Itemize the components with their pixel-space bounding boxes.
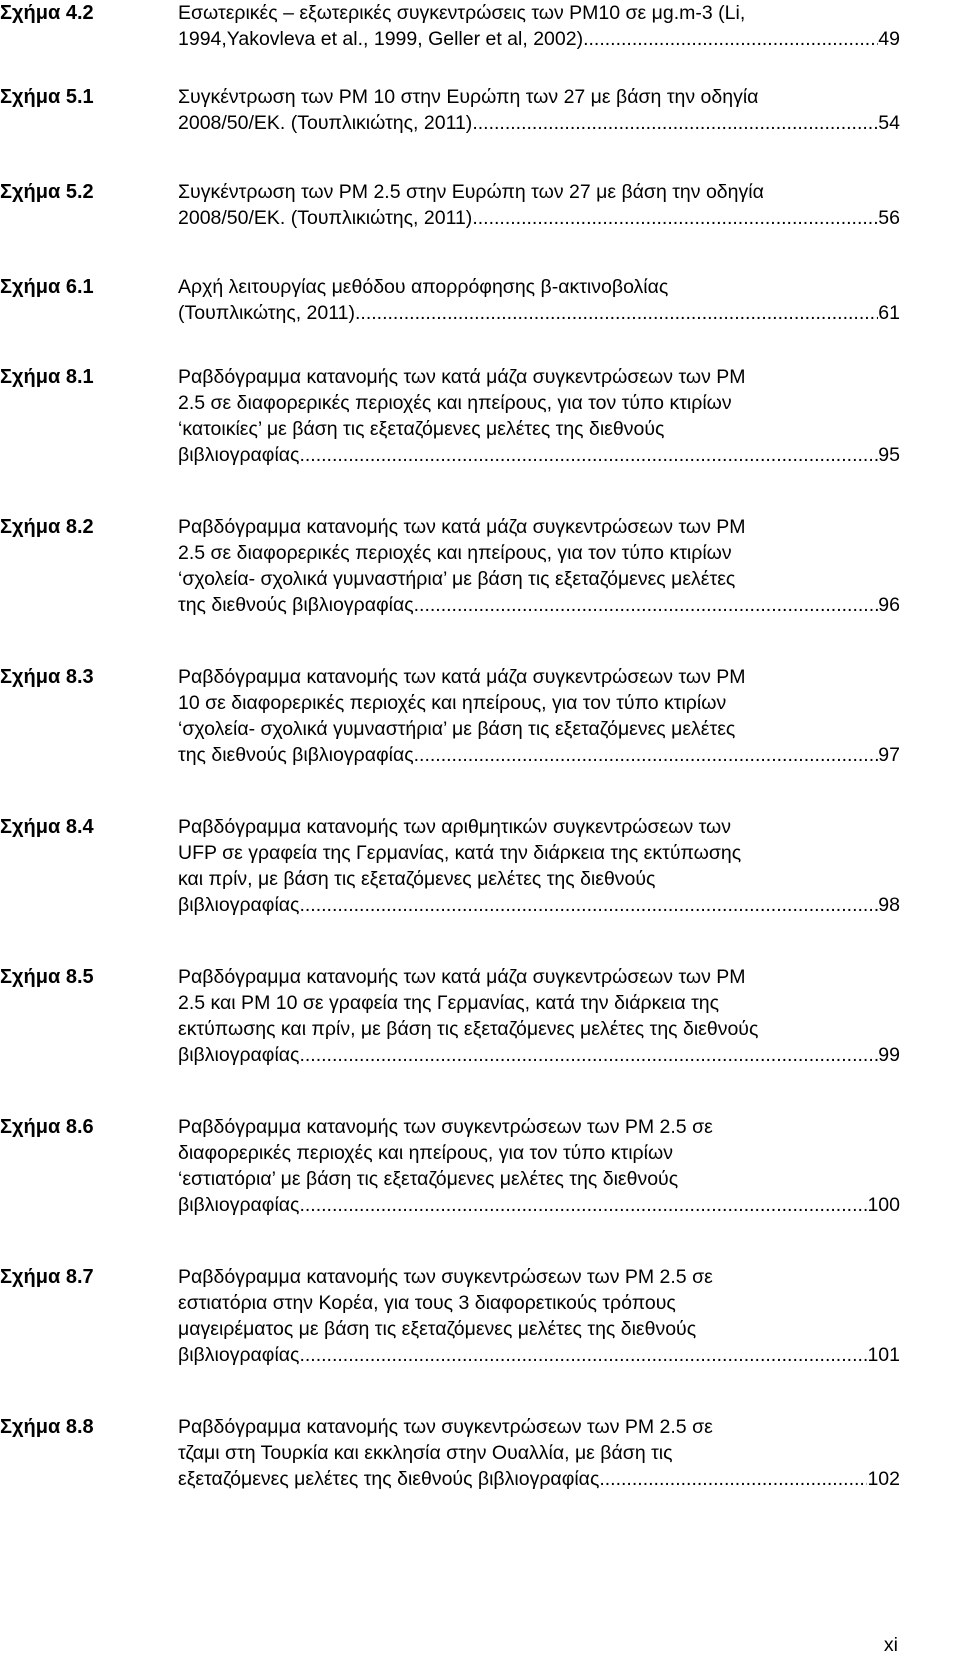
caption-line: και πρίν, με βάση τις εξεταζόμενες μελέτες της διεθνούς	[178, 868, 656, 890]
figure-number: Σχήμα 8.7	[0, 1266, 94, 1288]
caption-line: διαφορερικές περιοχές και ηπείρους, για τον τύπο κτιρίων	[178, 1142, 673, 1164]
caption-line: (Τουπλικώτης, 2011)	[178, 302, 355, 324]
caption-line: 2008/50/EK. (Τουπλικιώτης, 2011)	[178, 112, 473, 134]
caption-line: Ραβδόγραμμα κατανομής των συγκεντρώσεων των PM 2.5 σε	[178, 1416, 713, 1438]
caption-last-line	[178, 442, 900, 468]
figure-caption	[178, 274, 900, 326]
dot-leader	[472, 205, 878, 231]
caption-line: τζαμι στη Τουρκία και εκκλησία στην Ουαλλία, με βάση τις	[178, 1442, 673, 1464]
figure-caption	[178, 514, 900, 618]
figure-caption	[178, 84, 900, 136]
caption-line: βιβλιογραφίας.	[178, 1194, 305, 1216]
figure-caption	[178, 1114, 900, 1218]
caption-last-line	[178, 892, 900, 918]
caption-line: Εσωτερικές – εξωτερικές συγκεντρώσεις των PM10 σε μg.m-3 (Li,	[178, 2, 746, 24]
page-number: 49	[878, 28, 900, 50]
caption-line: Ραβδόγραμμα κατανομής των κατά μάζα συγκεντρώσεων των PM	[178, 666, 746, 688]
caption-line: βιβλιογραφίας.	[178, 1344, 305, 1366]
caption-line: εκτύπωσης και πρίν, με βάση τις εξεταζόμενες μελέτες της διεθνούς	[178, 1018, 759, 1040]
figure-number: Σχήμα 8.8	[0, 1416, 94, 1438]
dot-leader	[414, 742, 879, 768]
caption-line: 2.5 και PM 10 σε γραφεία της Γερμανίας, κατά την διάρκεια της	[178, 992, 720, 1014]
page-number: 99	[878, 1044, 900, 1066]
dot-leader	[355, 300, 878, 326]
dot-leader	[305, 892, 878, 918]
caption-line: 1994,Yakovleva et al., 1999, Geller et al, 2002)	[178, 28, 584, 50]
caption-last-line	[178, 1042, 900, 1068]
figure-number: Σχήμα 8.1	[0, 366, 94, 388]
figure-number: Σχήμα 8.5	[0, 966, 94, 988]
figure-caption	[178, 1264, 900, 1368]
figure-caption	[178, 814, 900, 918]
caption-line: βιβλιογραφίας.	[178, 444, 305, 466]
caption-last-line	[178, 110, 900, 136]
caption-line: Ραβδόγραμμα κατανομής των κατά μάζα συγκεντρώσεων των PM	[178, 516, 746, 538]
figure-caption	[178, 664, 900, 768]
page-number: 56	[878, 207, 900, 229]
page-number: 95	[878, 444, 900, 466]
dot-leader	[305, 442, 878, 468]
caption-line: ‘κατοικίες’ με βάση τις εξεταζόμενες μελέτες της διεθνούς	[178, 418, 665, 440]
caption-line: Ραβδόγραμμα κατανομής των συγκεντρώσεων των PM 2.5 σε	[178, 1116, 713, 1138]
caption-line: Αρχή λειτουργίας μεθόδου απορρόφησης β-ακτινοβολίας	[178, 276, 669, 298]
figure-number: Σχήμα 6.1	[0, 276, 94, 298]
caption-last-line	[178, 1192, 900, 1218]
figure-caption	[178, 364, 900, 468]
dot-leader	[472, 110, 878, 136]
page-number: 54	[878, 112, 900, 134]
dot-leader	[305, 1192, 868, 1218]
caption-line: μαγειρέματος με βάση τις εξεταζόμενες μελέτες της διεθνούς	[178, 1318, 697, 1340]
caption-line: εξεταζόμενες μελέτες της διεθνούς βιβλιογραφίας.	[178, 1468, 605, 1490]
page-number: 102	[867, 1468, 900, 1490]
caption-last-line	[178, 1466, 900, 1492]
figure-caption	[178, 179, 900, 231]
caption-last-line	[178, 1342, 900, 1368]
caption-line: UFP σε γραφεία της Γερμανίας, κατά την διάρκεια της εκτύπωσης	[178, 842, 742, 864]
caption-line: Ραβδόγραμμα κατανομής των συγκεντρώσεων των PM 2.5 σε	[178, 1266, 713, 1288]
caption-line: ‘εστιατόρια’ με βάση τις εξεταζόμενες μελέτες της διεθνούς	[178, 1168, 679, 1190]
dot-leader	[583, 26, 878, 52]
figure-number: Σχήμα 4.2	[0, 2, 94, 24]
caption-line: Συγκέντρωση των PM 10 στην Ευρώπη των 27 με βάση την οδηγία	[178, 86, 759, 108]
page-number: 101	[867, 1344, 900, 1366]
caption-line: της διεθνούς βιβλιογραφίας	[178, 744, 414, 766]
caption-line: 2008/50/EK. (Τουπλικιώτης, 2011)	[178, 207, 473, 229]
caption-last-line	[178, 205, 900, 231]
figure-caption	[178, 964, 900, 1068]
caption-line: 10 σε διαφορερικές περιοχές και ηπείρους, για τον τύπο κτιρίων	[178, 692, 727, 714]
caption-line: Ραβδόγραμμα κατανομής των κατά μάζα συγκεντρώσεων των PM	[178, 366, 746, 388]
page-number: 100	[867, 1194, 900, 1216]
caption-line: Ραβδόγραμμα κατανομής των κατά μάζα συγκεντρώσεων των PM	[178, 966, 746, 988]
figure-number: Σχήμα 8.4	[0, 816, 94, 838]
page-footer-number: xi	[883, 1634, 898, 1656]
dot-leader	[605, 1466, 868, 1492]
page-number: 61	[878, 302, 900, 324]
figure-number: Σχήμα 5.2	[0, 181, 94, 203]
caption-line: Συγκέντρωση των PM 2.5 στην Ευρώπη των 27 με βάση την οδηγία	[178, 181, 764, 203]
dot-leader	[305, 1342, 868, 1368]
caption-last-line	[178, 26, 900, 52]
caption-last-line	[178, 592, 900, 618]
figure-number: Σχήμα 8.6	[0, 1116, 94, 1138]
caption-line: της διεθνούς βιβλιογραφίας	[178, 594, 414, 616]
page-number: 97	[878, 744, 900, 766]
caption-line: βιβλιογραφίας.	[178, 1044, 305, 1066]
dot-leader	[305, 1042, 878, 1068]
dot-leader	[414, 592, 879, 618]
caption-last-line	[178, 300, 900, 326]
caption-last-line	[178, 742, 900, 768]
caption-line: εστιατόρια στην Κορέα, για τους 3 διαφορετικούς τρόπους	[178, 1292, 676, 1314]
figure-caption	[178, 0, 900, 52]
caption-line: Ραβδόγραμμα κατανομής των αριθμητικών συγκεντρώσεων των	[178, 816, 732, 838]
figure-number: Σχήμα 8.3	[0, 666, 94, 688]
figure-number: Σχήμα 5.1	[0, 86, 94, 108]
page-number: 98	[878, 894, 900, 916]
caption-line: 2.5 σε διαφορερικές περιοχές και ηπείρους, για τον τύπο κτιρίων	[178, 392, 732, 414]
caption-line: ‘σχολεία- σχολικά γυμναστήρια’ με βάση τις εξεταζόμενες μελέτες	[178, 718, 736, 740]
page-number: 96	[878, 594, 900, 616]
caption-line: ‘σχολεία- σχολικά γυμναστήρια’ με βάση τις εξεταζόμενες μελέτες	[178, 568, 736, 590]
caption-line: 2.5 σε διαφορερικές περιοχές και ηπείρους, για τον τύπο κτιρίων	[178, 542, 732, 564]
figure-caption	[178, 1414, 900, 1492]
figure-number: Σχήμα 8.2	[0, 516, 94, 538]
caption-line: βιβλιογραφίας.	[178, 894, 305, 916]
